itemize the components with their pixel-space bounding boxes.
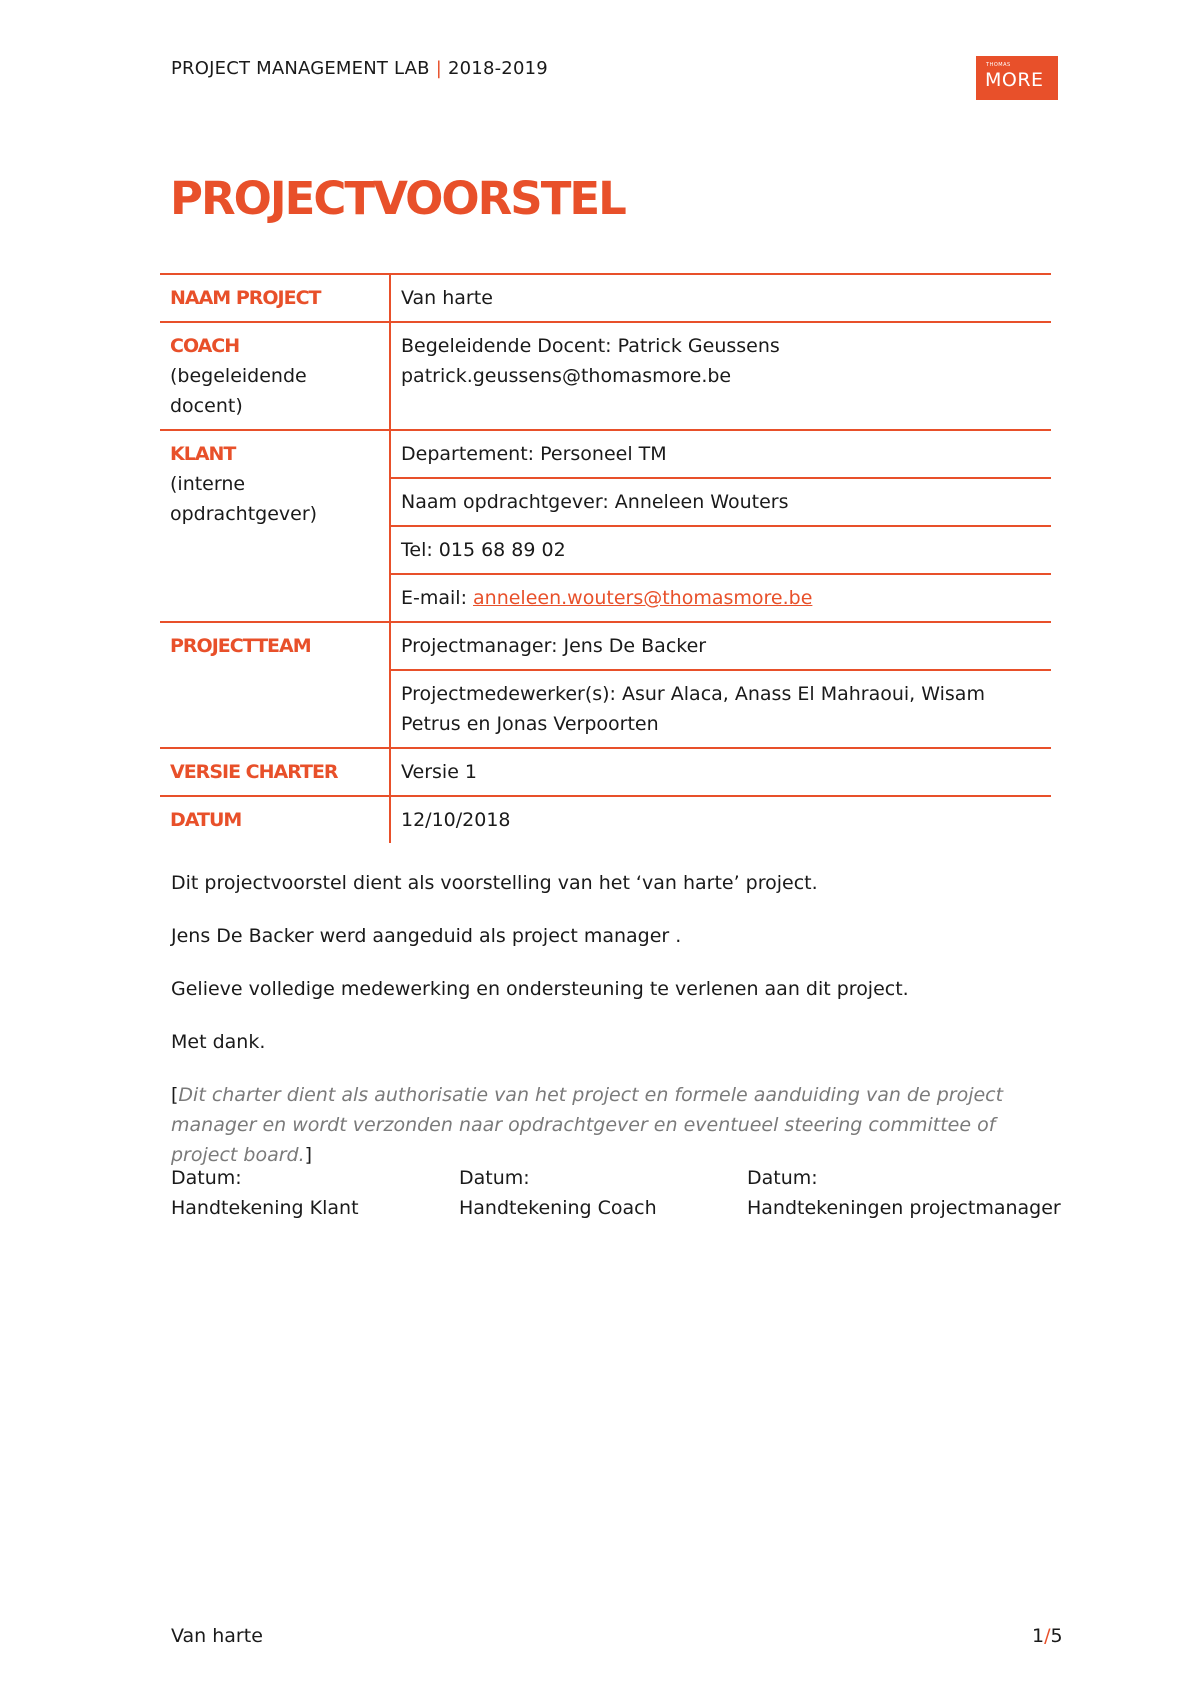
value-coach-name: Begeleidende Docent: Patrick Geussens — [401, 335, 780, 357]
row-label — [160, 274, 390, 322]
page-total: 5 — [1050, 1625, 1063, 1647]
label-coach: COACH — [170, 335, 240, 357]
paragraph-intro: Dit projectvoorstel dient als voorstelling van het ‘van harte’ project. — [171, 872, 818, 894]
label-klant-sub2: opdrachtgever) — [170, 503, 318, 525]
page-number — [1032, 1625, 1063, 1647]
logo-small-text: THOMAS — [986, 62, 1011, 68]
signature-coach — [459, 1163, 657, 1223]
charter-note — [171, 1080, 1051, 1170]
table-row — [160, 274, 1051, 322]
table-row — [160, 622, 1051, 670]
paragraph-manager: Jens De Backer werd aangeduid als project manager . — [171, 925, 682, 947]
page-title: PROJECTVOORSTEL — [170, 172, 625, 225]
value-projectmanager: Projectmanager: Jens De Backer — [390, 622, 1051, 670]
paragraph-thanks: Met dank. — [171, 1031, 266, 1053]
email-prefix: E-mail: — [401, 587, 474, 609]
header-separator: | — [435, 58, 442, 79]
signature-label: Handtekening Klant — [171, 1197, 359, 1219]
signature-label: Handtekening Coach — [459, 1197, 657, 1219]
table-row — [160, 430, 1051, 478]
value-departement: Departement: Personeel TM — [390, 430, 1051, 478]
value-versie: Versie 1 — [390, 748, 1051, 796]
row-label — [160, 622, 390, 748]
table-row — [160, 322, 1051, 430]
klant-email-link[interactable]: anneleen.wouters@thomasmore.be — [473, 587, 813, 609]
label-versie: VERSIE CHARTER — [170, 761, 338, 783]
table-row — [160, 796, 1051, 843]
row-value — [390, 574, 1051, 622]
label-coach-sub: (begeleidende docent) — [170, 365, 307, 417]
row-label — [160, 430, 390, 622]
value-projectmedewerkers: Projectmedewerker(s): Asur Alaca, Anass El Mahraoui, Wisam Petrus en Jonas Verpoorten — [390, 670, 1051, 748]
thomas-more-logo — [976, 56, 1058, 100]
project-charter-table — [160, 273, 1051, 843]
label-datum: DATUM — [170, 809, 242, 831]
page-current: 1 — [1032, 1625, 1045, 1647]
value-coach-email: patrick.geussens@thomasmore.be — [401, 365, 732, 387]
page-header — [171, 58, 548, 79]
note-open-bracket: [ — [171, 1084, 179, 1106]
header-years: 2018-2019 — [447, 58, 548, 79]
value-naam-project: Van harte — [401, 287, 493, 309]
label-klant: KLANT — [170, 443, 236, 465]
row-label — [160, 748, 390, 796]
signature-label: Handtekeningen projectmanager — [747, 1197, 1061, 1219]
row-value — [390, 322, 1051, 430]
logo-big-text: MORE — [985, 69, 1044, 91]
value-opdrachtgever: Naam opdrachtgever: Anneleen Wouters — [390, 478, 1051, 526]
signature-datum: Datum: — [171, 1167, 242, 1189]
note-close-bracket: ] — [304, 1144, 313, 1166]
footer-project-name: Van harte — [171, 1625, 263, 1647]
paragraph-request: Gelieve volledige medewerking en ondersteuning te verlenen aan dit project. — [171, 978, 909, 1000]
label-naam-project: NAAM PROJECT — [170, 287, 321, 309]
signature-datum: Datum: — [747, 1167, 818, 1189]
page-separator: / — [1044, 1625, 1051, 1647]
table-row — [160, 748, 1051, 796]
row-label — [160, 796, 390, 843]
label-klant-sub1: (interne — [170, 473, 246, 495]
value-datum: 12/10/2018 — [390, 796, 1051, 843]
signature-datum: Datum: — [459, 1167, 530, 1189]
value-tel: Tel: 015 68 89 02 — [390, 526, 1051, 574]
header-title: PROJECT MANAGEMENT LAB — [171, 58, 430, 79]
row-label — [160, 322, 390, 430]
signature-projectmanager — [747, 1163, 1061, 1223]
row-value — [390, 274, 1051, 322]
label-projectteam: PROJECTTEAM — [170, 635, 311, 657]
signature-klant — [171, 1163, 359, 1223]
note-text: Dit charter dient als authorisatie van het project en formele aanduiding van de project manager en wordt verzonden naar opdrachtgever en eventueel steering committee of project board. — [171, 1084, 1004, 1166]
